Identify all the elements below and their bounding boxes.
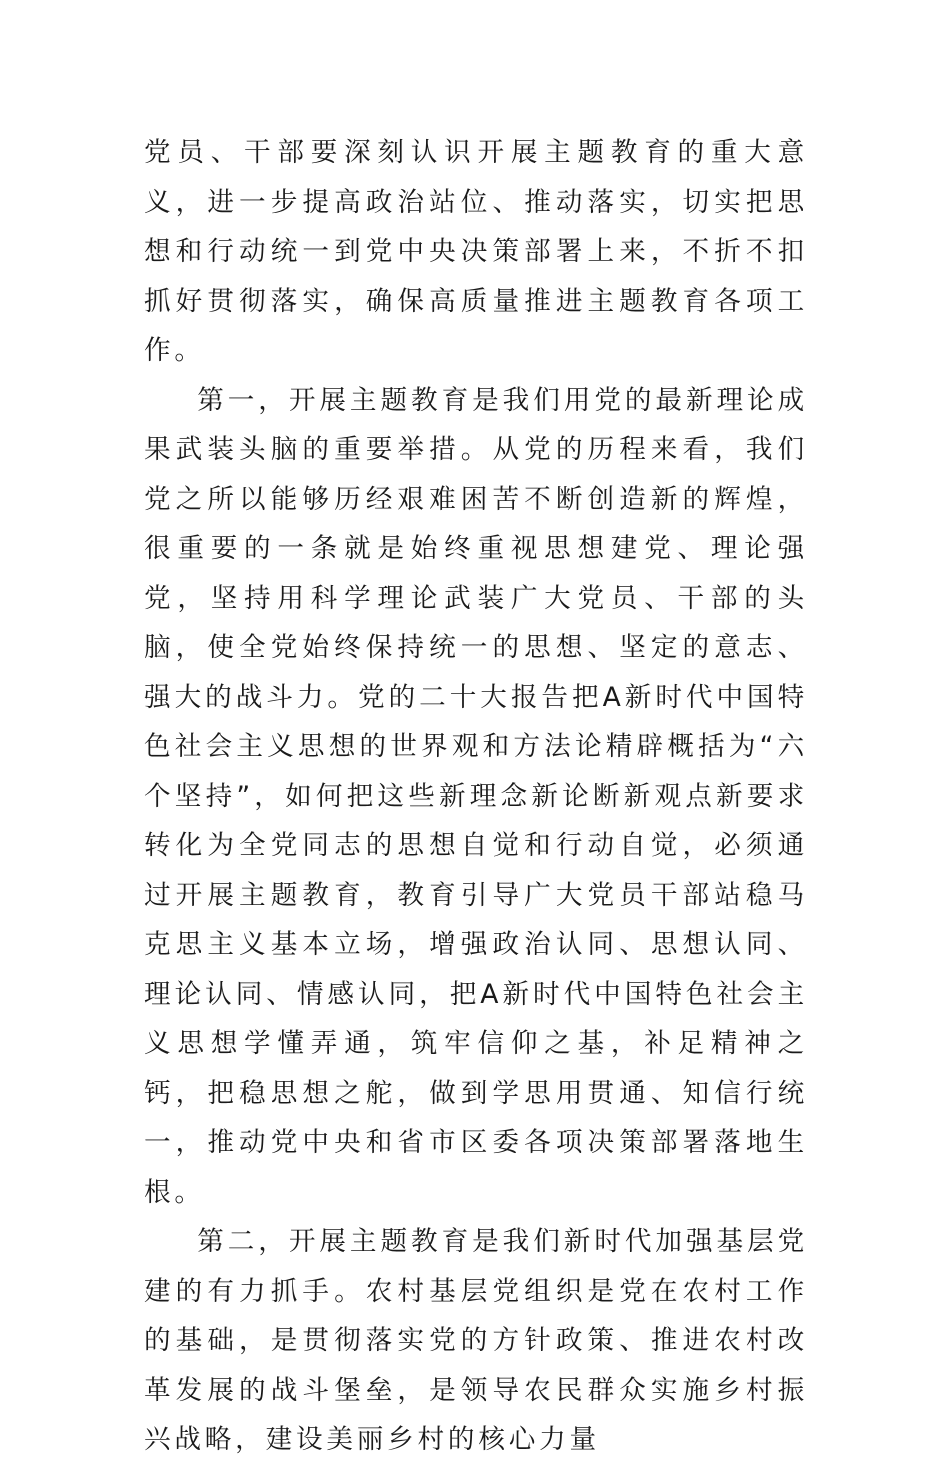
body-text bbox=[144, 128, 808, 1465]
paragraph-second-point: 第二，开展主题教育是我们新时代加强基层党建的有力抓手。农村基层党组织是党在农村工作的基础，是贯彻落实党的方针政策、推进农村改革发展的战斗堡垒，是领导农民群众实施乡村振兴战略，建设美丽乡村的核心力量 bbox=[144, 1226, 808, 1455]
paragraph-intro: 党员、干部要深刻认识开展主题教育的重大意义，进一步提高政治站位、推动落实，切实把思想和行动统一到党中央决策部署上来，不折不扣抓好贯彻落实，确保高质量推进主题教育各项工作。 bbox=[144, 137, 808, 366]
paragraph-first-point: 第一，开展主题教育是我们用党的最新理论成果武装头脑的重要举措。从党的历程来看，我们党之所以能够历经艰难困苦不断创造新的辉煌，很重要的一条就是始终重视思想建党、理论强党，坚持用科学理论武装广大党员、干部的头脑，使全党始终保持统一的思想、坚定的意志、强大的战斗力。党的二十大报告把A新时代中国特色社会主义思想的世界观和方法论精辟概括为“六个坚持”，如何把这些新理念新论断新观点新要求转化为全党同志的思想自觉和行动自觉，必须通过开展主题教育，教育引导广大党员干部站稳马克思主义基本立场，增强政治认同、思想认同、理论认同、情感认同，把A新时代中国特色社会主义思想学懂弄通，筑牢信仰之基，补足精神之钙，把稳思想之舵，做到学思用贯通、知信行统一，推动党中央和省市区委各项决策部署落地生根。 bbox=[144, 384, 808, 1208]
